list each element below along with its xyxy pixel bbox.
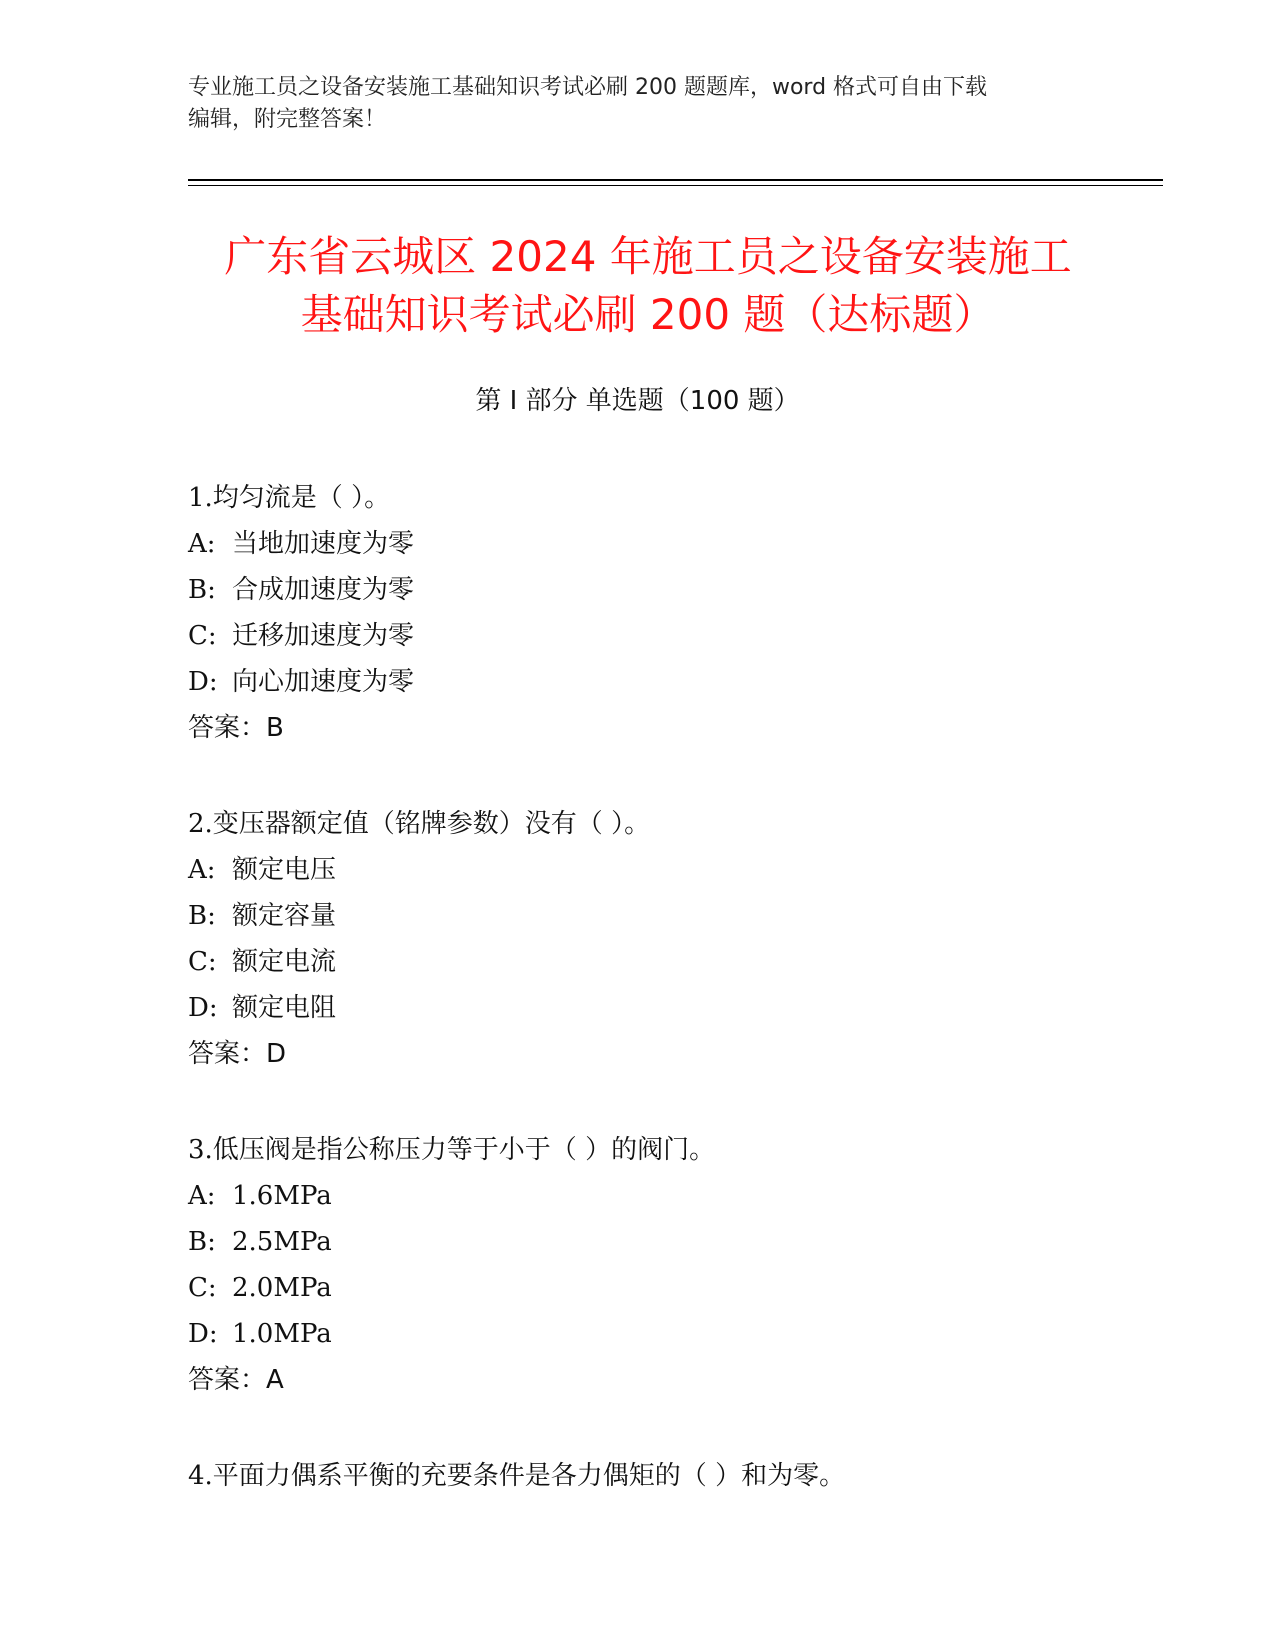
option-d	[188, 985, 1163, 1031]
question-stem: 2.变压器额定值（铭牌参数）没有（ ）。	[188, 809, 651, 839]
option-key: A:	[188, 529, 216, 559]
answer-line	[188, 1357, 1163, 1403]
answer-label: 答案：	[188, 1365, 267, 1395]
option-text: 额定电流	[232, 947, 337, 977]
option-d	[188, 659, 1163, 705]
option-a	[188, 847, 1163, 893]
header-note-line-2: 编辑，附完整答案！	[188, 107, 387, 132]
option-key: D:	[188, 1319, 218, 1349]
answer-value: A	[266, 1365, 284, 1395]
option-text: 向心加速度为零	[232, 667, 415, 697]
option-key: A:	[188, 1181, 216, 1211]
option-text: 迁移加速度为零	[232, 621, 415, 651]
answer-value: B	[266, 713, 284, 743]
header-note-line-1: 专业施工员之设备安装施工基础知识考试必刷 200 题题库，word 格式可自由下载	[188, 75, 988, 100]
option-key: D:	[188, 993, 218, 1023]
header-divider-thin	[188, 185, 1163, 186]
question-4	[188, 1453, 1163, 1499]
option-text: 额定电压	[232, 855, 337, 885]
option-c	[188, 1265, 1163, 1311]
option-b	[188, 893, 1163, 939]
header-divider-thick	[188, 179, 1163, 181]
option-c	[188, 939, 1163, 985]
answer-label: 答案：	[188, 1039, 267, 1069]
document-title	[188, 228, 1108, 344]
option-b	[188, 1219, 1163, 1265]
option-b	[188, 567, 1163, 613]
option-d	[188, 1311, 1163, 1357]
option-text: 2.5MPa	[232, 1227, 332, 1257]
option-c	[188, 613, 1163, 659]
question-stem: 3.低压阀是指公称压力等于小于（ ）的阀门。	[188, 1135, 716, 1165]
section-title: 第 I 部分 单选题（100 题）	[475, 386, 800, 416]
option-text: 1.0MPa	[232, 1319, 332, 1349]
option-text: 当地加速度为零	[232, 529, 415, 559]
option-key: C:	[188, 947, 217, 977]
question-2	[188, 801, 1163, 1077]
question-1	[188, 475, 1163, 751]
option-key: C:	[188, 1273, 217, 1303]
answer-line	[188, 1031, 1163, 1077]
question-stem: 1.均匀流是（ ）。	[188, 483, 391, 513]
document-title-line-2: 基础知识考试必刷 200 题（达标题）	[300, 290, 996, 339]
question-list	[188, 475, 1163, 1549]
option-key: A:	[188, 855, 216, 885]
option-key: C:	[188, 621, 217, 651]
header-note	[188, 72, 1088, 136]
option-key: B:	[188, 901, 216, 931]
option-a	[188, 521, 1163, 567]
answer-value: D	[266, 1039, 287, 1069]
answer-line	[188, 705, 1163, 751]
option-key: D:	[188, 667, 218, 697]
option-a	[188, 1173, 1163, 1219]
option-text: 额定容量	[232, 901, 337, 931]
option-key: B:	[188, 575, 216, 605]
option-text: 额定电阻	[232, 993, 337, 1023]
question-3	[188, 1127, 1163, 1403]
option-text: 1.6MPa	[232, 1181, 332, 1211]
option-text: 合成加速度为零	[232, 575, 415, 605]
option-text: 2.0MPa	[232, 1273, 332, 1303]
question-stem: 4.平面力偶系平衡的充要条件是各力偶矩的（ ）和为零。	[188, 1461, 846, 1491]
option-key: B:	[188, 1227, 216, 1257]
document-title-line-1: 广东省云城区 2024 年施工员之设备安装施工	[224, 232, 1072, 281]
answer-label: 答案：	[188, 713, 267, 743]
